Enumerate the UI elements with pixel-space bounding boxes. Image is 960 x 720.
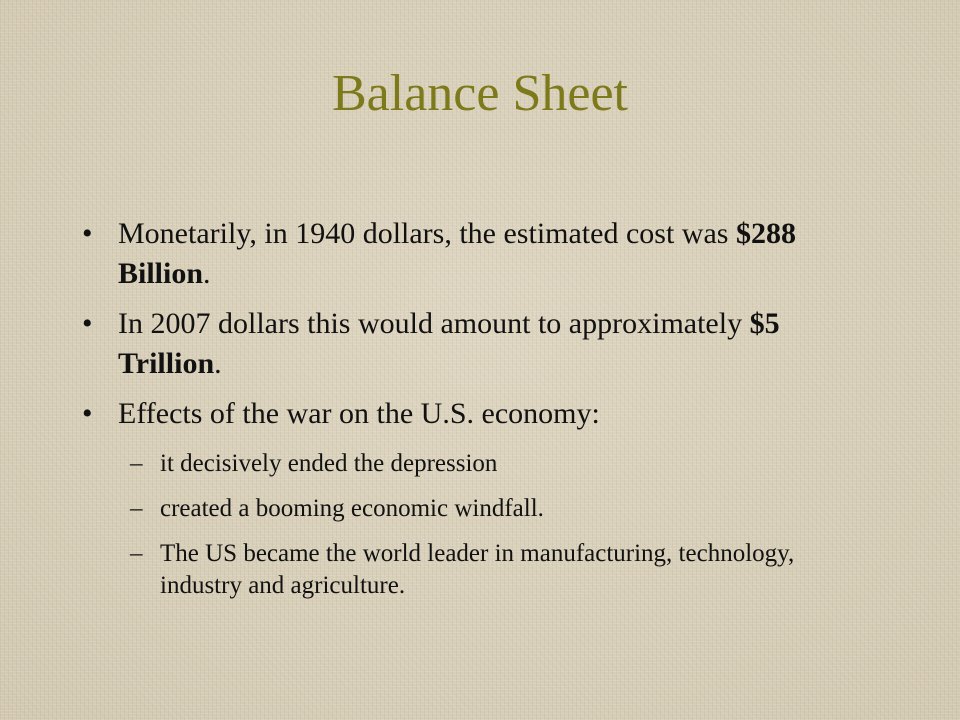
bullet-item-cost-2007 xyxy=(82,304,862,384)
sub-bullet-marker: – xyxy=(130,540,143,567)
sub-bullet-text: created a booming economic windfall. xyxy=(160,495,544,522)
bullet-text-end: . xyxy=(214,347,222,380)
bullet-emphasis: $288 Billion xyxy=(118,217,796,290)
bullet-marker: • xyxy=(82,397,93,430)
sub-bullet-marker: – xyxy=(130,450,143,477)
sub-bullet-text: it decisively ended the depression xyxy=(160,450,498,477)
bullet-text: Effects of the war on the U.S. economy: xyxy=(118,397,600,430)
bullet-item-cost-1940 xyxy=(82,214,862,294)
bullet-item-effects xyxy=(82,394,862,434)
bullet-text: Monetarily, in 1940 dollars, the estimated cost was xyxy=(118,217,736,250)
bullet-marker: • xyxy=(82,217,93,250)
sub-bullet-text: The US became the world leader in manufacturing, technology, industry and agriculture. xyxy=(160,540,795,599)
sub-bullet-item xyxy=(82,448,862,480)
bullet-emphasis: $5 Trillion xyxy=(118,307,780,380)
sub-bullet-marker: – xyxy=(130,495,143,522)
bullet-list xyxy=(82,214,862,615)
bullet-marker: • xyxy=(82,307,93,340)
sub-bullet-item xyxy=(82,538,862,602)
slide-title: Balance Sheet xyxy=(332,65,628,122)
bullet-text-end: . xyxy=(203,257,211,290)
sub-bullet-item xyxy=(82,493,862,525)
bullet-text: In 2007 dollars this would amount to approximately xyxy=(118,307,750,340)
